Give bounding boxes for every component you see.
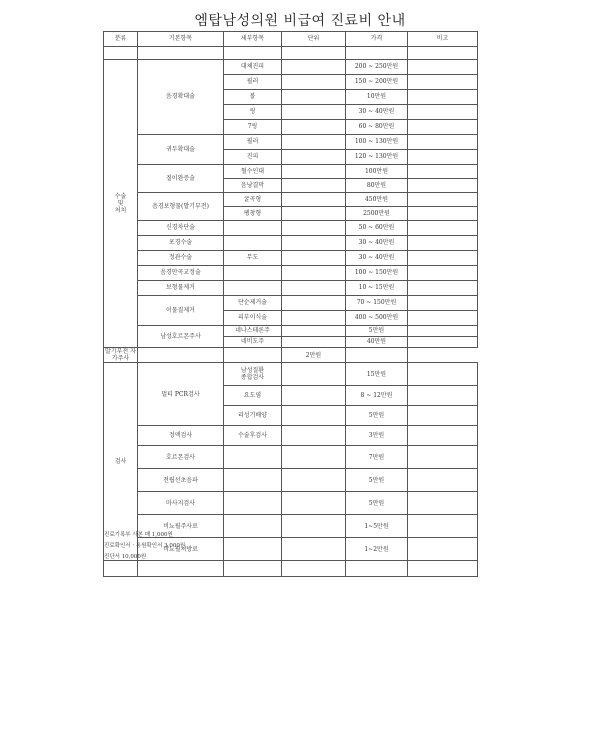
table-row: [104, 348, 478, 363]
price-cell: 5만원: [346, 406, 408, 426]
basic-item: 호르몬검사: [138, 446, 224, 469]
basic-item: 질이완증술: [138, 165, 224, 193]
basic-item: 보형물제거: [138, 281, 224, 296]
basic-item: 귀두확대술: [138, 135, 224, 165]
price-cell: 100만원: [346, 165, 408, 179]
table-row: [104, 426, 478, 446]
table-row: [104, 296, 478, 311]
price-cell: 5만원: [346, 469, 408, 492]
table-row: [104, 60, 478, 75]
price-cell: 10만원: [346, 90, 408, 105]
price-cell: 3만원: [346, 426, 408, 446]
table-row: [104, 135, 478, 150]
table-row: [104, 236, 478, 251]
basic-item: 음경확대술: [138, 60, 224, 135]
detail-item: 무도: [224, 251, 282, 266]
basic-item: 비뇨필처방료: [138, 538, 224, 561]
table-row: [104, 193, 478, 207]
table-row: [104, 281, 478, 296]
basic-item: 멀티 PCR검사: [138, 363, 224, 426]
basic-item: 음경보형물(발기부전): [138, 193, 224, 221]
table-row: [104, 446, 478, 469]
header-note: 비고: [408, 32, 478, 47]
price-cell: 450만원: [346, 193, 408, 207]
basic-item: 남성호르몬주사: [138, 326, 224, 348]
price-cell: 15만원: [346, 363, 408, 386]
price-cell: 10 ~ 15만원: [346, 281, 408, 296]
price-cell: 5만원: [346, 492, 408, 515]
table-row: [104, 363, 478, 386]
detail-item: 남성질환 종합검사: [224, 363, 282, 386]
basic-item: 음경만곡교정술: [138, 266, 224, 281]
fee-notes: [104, 530, 185, 563]
price-cell: 30 ~ 40만원: [346, 105, 408, 120]
price-cell: 400 ~ 500만원: [346, 311, 408, 326]
table-row: [104, 266, 478, 281]
price-cell: 200 ~ 250만원: [346, 60, 408, 75]
table-row: [104, 221, 478, 236]
header-price: 가격: [346, 32, 408, 47]
basic-item: 발기부전 자가주사: [105, 348, 136, 363]
detail-item: 네비도주: [224, 337, 282, 348]
basic-item: 마사지검사: [138, 492, 224, 515]
detail-item: 리성기배양: [224, 406, 282, 426]
header-category: 분류: [104, 32, 138, 47]
fee-table: [103, 31, 478, 577]
price-cell: 2500만원: [346, 207, 408, 221]
price-cell: 150 ~ 200만원: [346, 75, 408, 90]
detail-item: 피부이식술: [224, 311, 282, 326]
price-cell: 8 ~ 12만원: [346, 386, 408, 406]
detail-item: 네나스테론주: [224, 326, 282, 337]
detail-item: 단순제거술: [224, 296, 282, 311]
price-cell: 7만원: [346, 446, 408, 469]
category-surgery: 수술 및 처치: [104, 60, 138, 348]
price-cell: 1~5만원: [346, 515, 408, 538]
detail-item: 볼: [224, 90, 282, 105]
note-line: 진료확인서 · 통원확인서 3,000원: [104, 543, 186, 549]
detail-item: 7링: [224, 120, 282, 135]
detail-item: 대체진피: [224, 60, 282, 75]
basic-item: 전립선초음파: [138, 469, 224, 492]
price-cell: 40만원: [346, 337, 408, 348]
table-row: [104, 469, 478, 492]
basic-item: 비뇨필주사료: [138, 515, 224, 538]
basic-item: 정액검사: [138, 426, 224, 446]
note-line: 진단서 10,000원: [104, 554, 147, 560]
table-row: [104, 561, 478, 577]
price-cell: 50 ~ 60만원: [346, 221, 408, 236]
price-cell: 100 ~ 150만원: [346, 266, 408, 281]
table-row: [104, 251, 478, 266]
price-cell: 2만원: [282, 348, 346, 363]
category-exam: 검사: [104, 363, 138, 561]
basic-item: 포경수술: [138, 236, 224, 251]
price-cell: 30 ~ 40만원: [346, 236, 408, 251]
detail-item: 음낭결막: [224, 179, 282, 193]
detail-item: 굴곡형: [224, 193, 282, 207]
detail-item: 요도염: [224, 386, 282, 406]
basic-item: 이물질제거: [138, 296, 224, 326]
detail-item: 팽창형: [224, 207, 282, 221]
table-row: [104, 165, 478, 179]
price-cell: 1~2만원: [346, 538, 408, 561]
price-cell: 120 ~ 130만원: [346, 150, 408, 165]
detail-item: 진피: [224, 150, 282, 165]
detail-item: 혈수인대: [224, 165, 282, 179]
basic-item: 신경차단술: [138, 221, 224, 236]
price-cell: 60 ~ 80만원: [346, 120, 408, 135]
basic-item: 정관수술: [138, 251, 224, 266]
table-row: [104, 492, 478, 515]
price-cell: 70 ~ 150만원: [346, 296, 408, 311]
detail-item: 링: [224, 105, 282, 120]
note-line: 진료기록부 사본 매 1,000원: [104, 532, 173, 538]
detail-item: 필러: [224, 75, 282, 90]
price-cell: 30 ~ 40만원: [346, 251, 408, 266]
table-row: [104, 326, 478, 337]
table-header-row: [104, 32, 478, 47]
header-detail-item: 세부항목: [224, 32, 282, 47]
header-basic-item: 기본항목: [138, 32, 224, 47]
header-unit: 단위: [282, 32, 346, 47]
detail-item: 수술후검사: [224, 426, 282, 446]
price-cell: 100 ~ 130만원: [346, 135, 408, 150]
price-cell: 5만원: [346, 326, 408, 337]
price-cell: 80만원: [346, 179, 408, 193]
page-title: 엠탑남성의원 비급여 진료비 안내: [194, 13, 406, 29]
detail-item: 필러: [224, 135, 282, 150]
table-row: [104, 47, 478, 60]
